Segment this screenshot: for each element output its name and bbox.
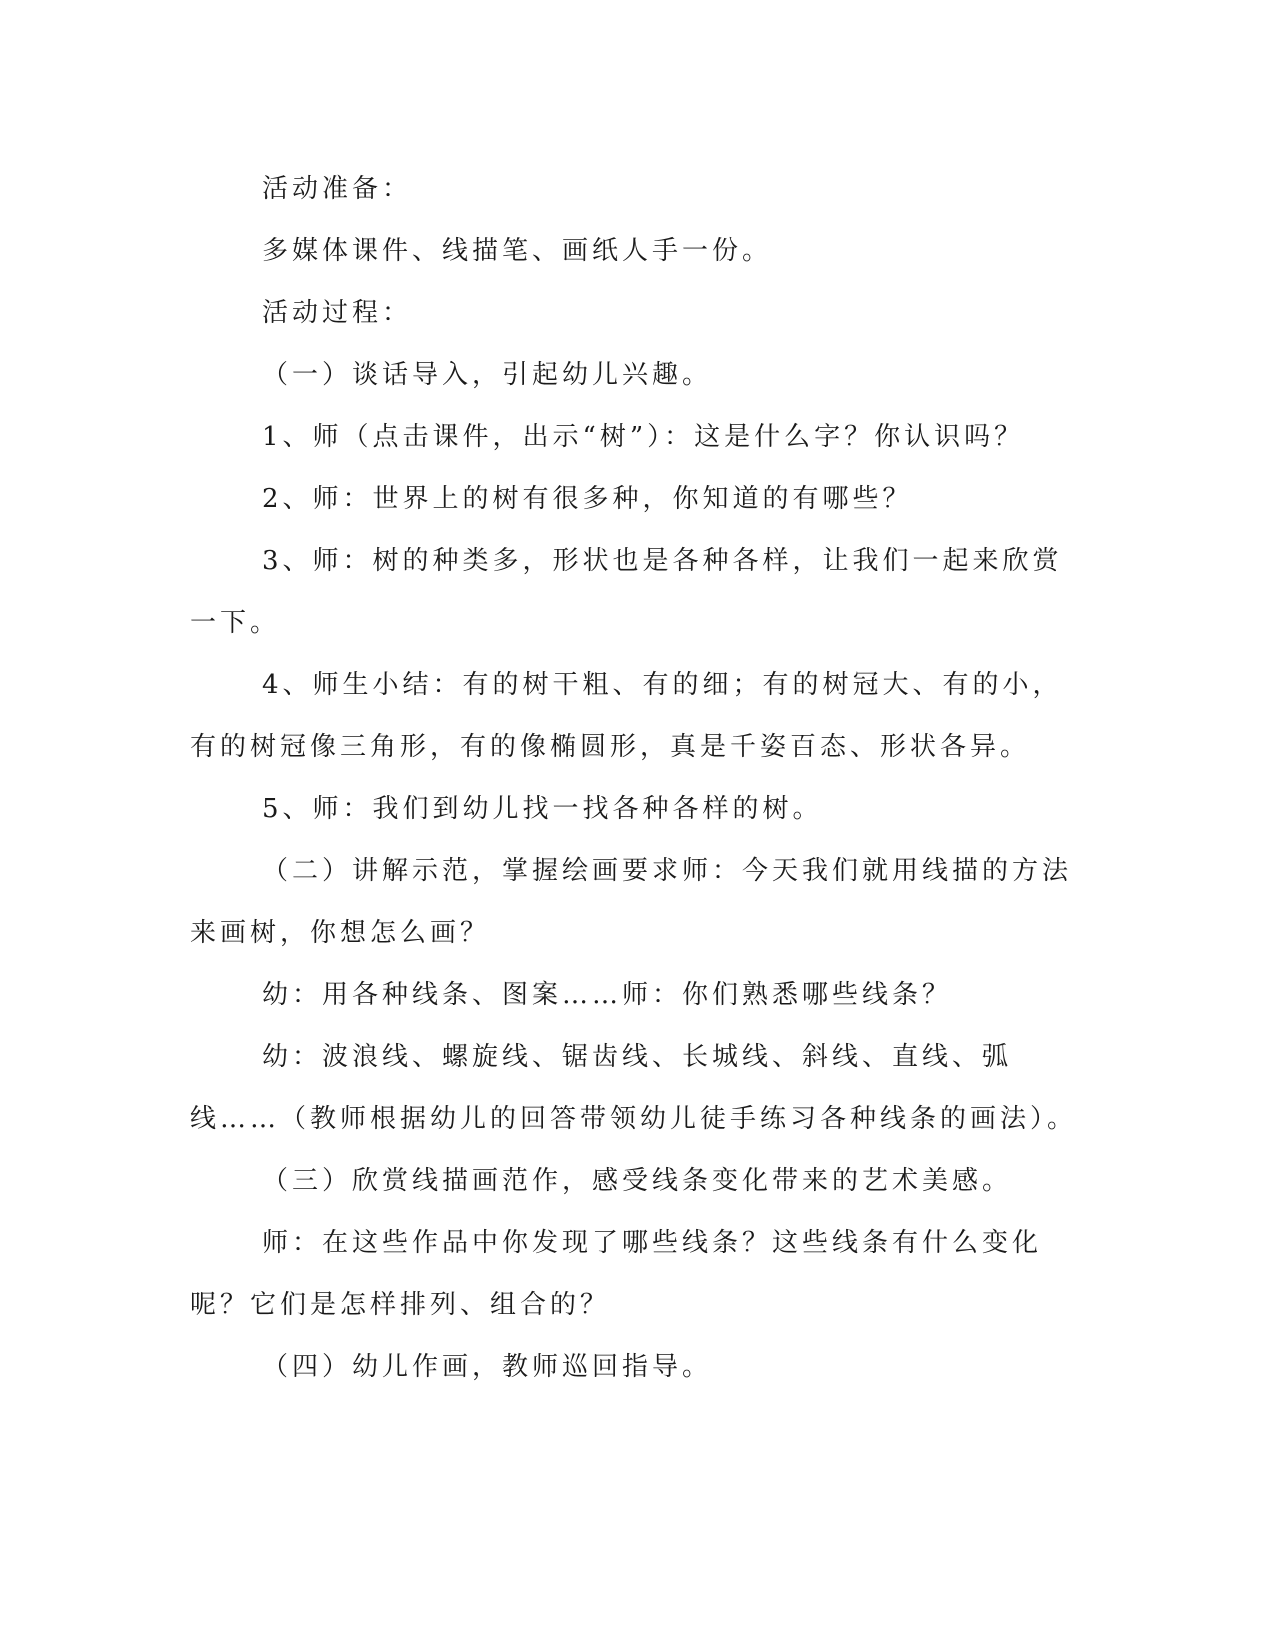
paragraph-activity-prep-heading: 活动准备： <box>262 174 413 204</box>
paragraph-step-4: 4、师生小结：有的树干粗、有的细；有的树冠大、有的小，有的树冠像三角形，有的像椭圆形，真是千姿百态、形状各异。 <box>190 670 1063 762</box>
paragraph-section-3-heading: （三）欣赏线描画范作，感受线条变化带来的艺术美感。 <box>262 1166 1013 1196</box>
paragraph-step-2: 2、师：世界上的树有很多种，你知道的有哪些？ <box>262 484 913 514</box>
paragraph-child-answer-2: 幼：波浪线、螺旋线、锯齿线、长城线、斜线、直线、弧线……（教师根据幼儿的回答带领幼儿徒手练习各种线条的画法）。 <box>190 1042 1078 1134</box>
paragraph-step-1: 1、师（点击课件，出示“树”）：这是什么字？你认识吗？ <box>262 422 1025 452</box>
paragraph-step-5: 5、师：我们到幼儿找一找各种各样的树。 <box>262 794 823 824</box>
paragraph-section-4-heading: （四）幼儿作画，教师巡回指导。 <box>262 1352 713 1382</box>
document-body <box>190 158 1080 1398</box>
paragraph-activity-process-heading: 活动过程： <box>262 298 413 328</box>
paragraph-step-3: 3、师：树的种类多，形状也是各种各样，让我们一起来欣赏一下。 <box>190 546 1063 638</box>
paragraph-materials: 多媒体课件、线描笔、画纸人手一份。 <box>262 236 773 266</box>
paragraph-section-2: （二）讲解示范，掌握绘画要求师：今天我们就用线描的方法来画树，你想怎么画？ <box>190 856 1073 948</box>
paragraph-teacher-question: 师：在这些作品中你发现了哪些线条？这些线条有什么变化呢？它们是怎样排列、组合的？ <box>190 1228 1043 1320</box>
paragraph-child-answer-1: 幼：用各种线条、图案……师：你们熟悉哪些线条？ <box>262 980 953 1010</box>
paragraph-section-1-heading: （一）谈话导入，引起幼儿兴趣。 <box>262 360 713 390</box>
